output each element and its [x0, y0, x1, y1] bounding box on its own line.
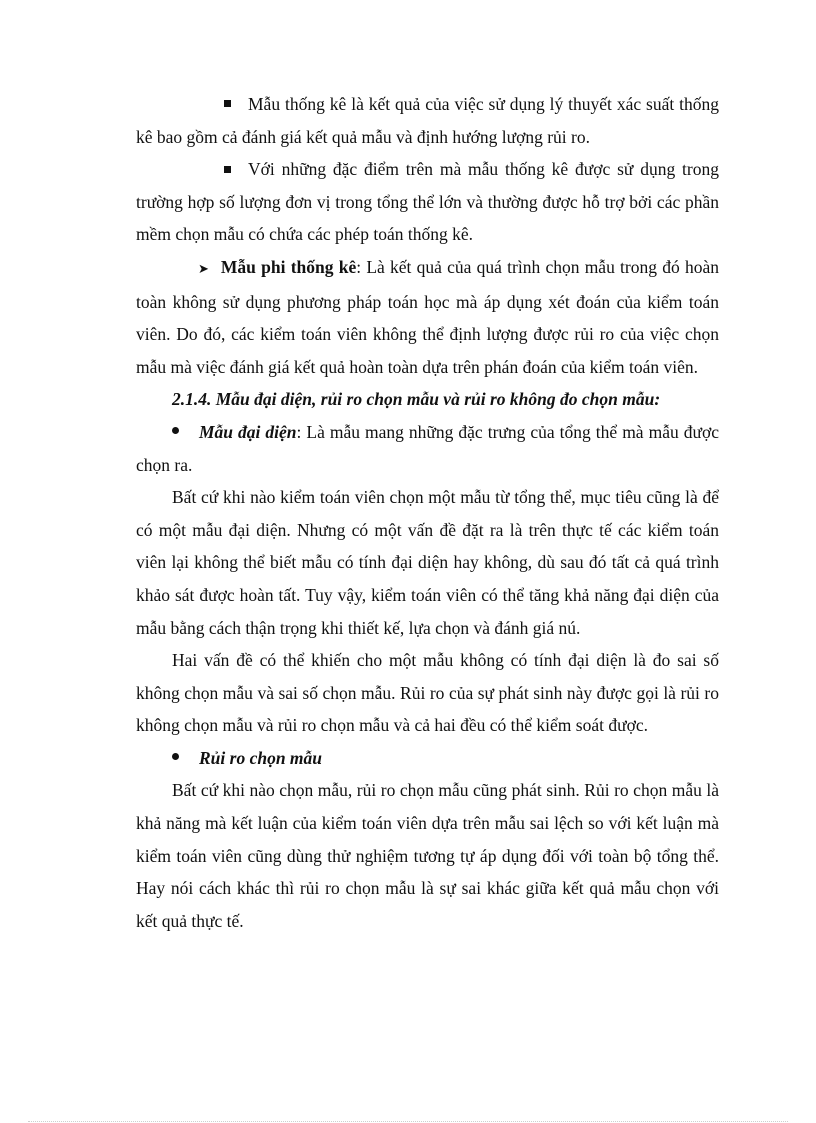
term-representative: Mẫu đại diện: [199, 421, 297, 442]
square-bullet-icon: [224, 100, 231, 107]
page-bottom-divider: [28, 1121, 788, 1122]
paragraph-statistical-usage: Với những đặc điểm trên mà mẫu thống kê được sử dụng trong trường hợp số lượng đơn vị trong tổng thể lớn và thường được hỗ trợ bởi các phần mềm chọn mẫu có chứa các phép toán thống kê.: [136, 159, 719, 245]
paragraph-sampling-risk-title: [136, 742, 719, 775]
paragraph-sampling-risk-detail: Bất cứ khi nào chọn mẫu, rủi ro chọn mẫu cũng phát sinh. Rủi ro chọn mẫu là khả năng mà kết luận của kiểm toán viên dựa trên mẫu sai lệch so với kết luận mà kiểm toán viên cũng dùng thử nghiệm tương tự áp dụng đối với toàn bộ tổng thể. Hay nói cách khác thì rủi ro chọn mẫu là sự sai khác giữa kết quả mẫu chọn với kết quả thực tế.: [136, 780, 719, 931]
paragraph-two-issues: Hai vấn đề có thể khiến cho một mẫu không có tính đại diện là đo sai số không chọn mẫu và sai số chọn mẫu. Rủi ro của sự phát sinh này được gọi là rủi ro không chọn mẫu và rủi ro chọn mẫu và cả hai đều có thể kiểm soát được.: [136, 650, 719, 736]
term-sampling-risk: Rủi ro chọn mẫu: [199, 747, 323, 768]
paragraph-non-statistical-sample: ➤ Mẫu phi thống kê: Là kết quả của quá trình chọn mẫu trong đó hoàn toàn không sử dụng phương pháp toán học mà áp dụng xét đoán của kiểm toán viên. Do đó, các kiểm toán viên không thể định lượng được rủi ro của việc chọn mẫu mà việc đánh giá kết quả hoàn toàn dựa trên phán đoán của kiểm toán viên.: [136, 251, 719, 383]
square-bullet-icon: [224, 166, 231, 173]
document-page: [136, 88, 719, 937]
round-bullet-icon: [172, 753, 179, 760]
paragraph-representative-detail: Bất cứ khi nào kiểm toán viên chọn một mẫu từ tổng thể, mục tiêu cũng là để có một mẫu đại diện. Nhưng có một vấn đề đặt ra là trên thực tế các kiểm toán viên lại không thể biết mẫu có tính đại diện hay không, dù sau đó tất cả quá trình khảo sát được hoàn tất. Tuy vậy, kiểm toán viên có thể tăng khả năng đại diện của mẫu bằng cách thận trọng khi thiết kế, lựa chọn và đánh giá nú.: [136, 487, 719, 638]
round-bullet-icon: [172, 427, 179, 434]
term-non-statistical: Mẫu phi thống kê: [220, 256, 357, 277]
paragraph-statistical-sample: Mẫu thống kê là kết quả của việc sử dụng lý thuyết xác suất thống kê bao gồm cả đánh giá kết quả mẫu và định hướng lượng rủi ro.: [136, 94, 719, 147]
section-heading: 2.1.4. Mẫu đại diện, rủi ro chọn mẫu và rủi ro không đo chọn mẫu:: [172, 389, 661, 410]
arrow-bullet-icon: ➤: [198, 260, 209, 276]
paragraph-representative-sample: Mẫu đại diện: Là mẫu mang những đặc trưng của tổng thể mà mẫu được chọn ra.: [136, 421, 719, 475]
